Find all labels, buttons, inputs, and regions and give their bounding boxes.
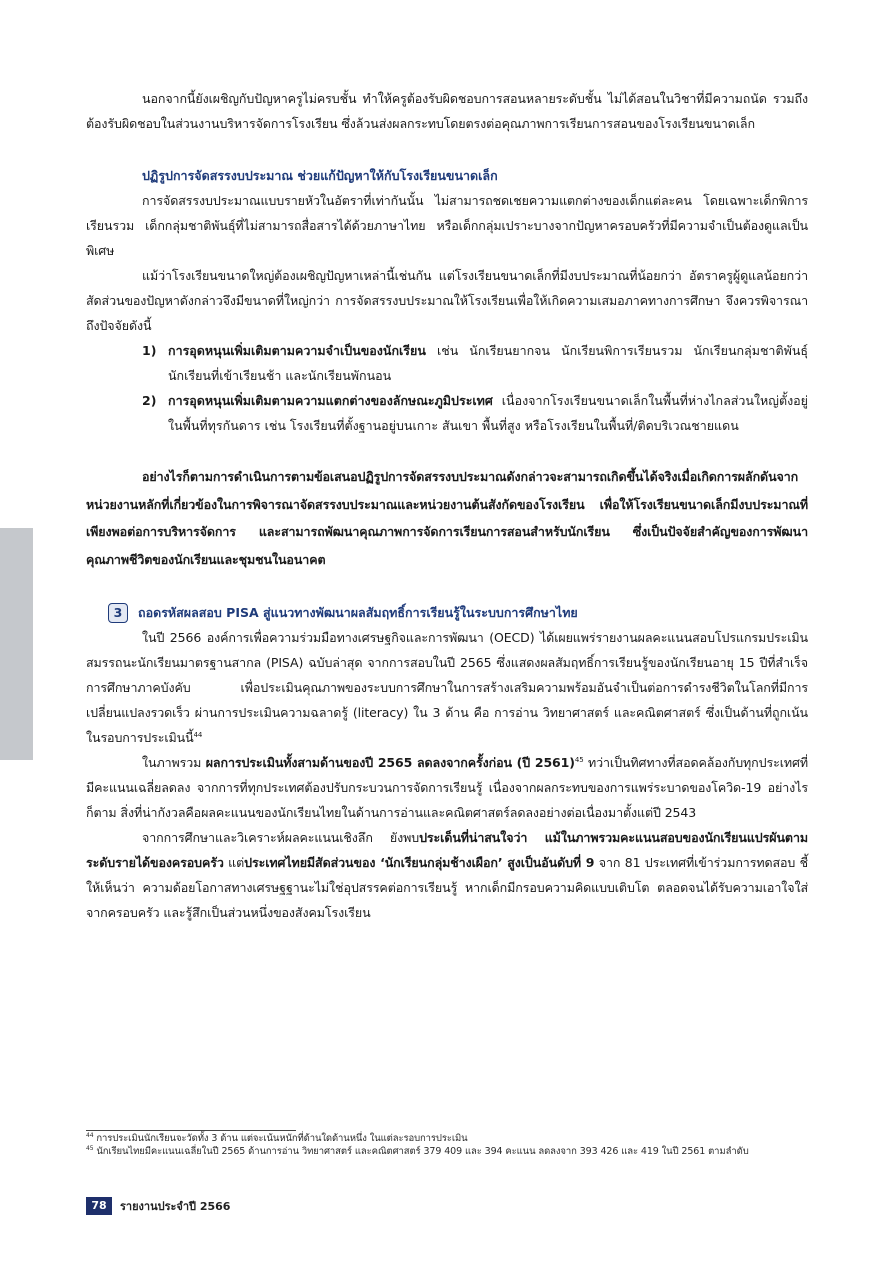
budget-paragraph-2: แม้ว่าโรงเรียนขนาดใหญ่ต้องเผชิญปัญหาเหล่านี้เช่นกัน แต่โรงเรียนขนาดเล็กที่มีงบประมาณที่น้อยกว่า อัตราครูผู้ดูแลน้อยกว่า สัดส่วนของปัญหาดังกล่าวจึงมีขนาดที่ใหญ่กว่า การจัดสรรงบประมาณให้โรงเรียนเพื่อให้เกิดความเสมอภาคทางการศึกษา จึงควรพิจารณาถึงปัจจัยดังนี้ bbox=[86, 268, 808, 333]
budget-reform-heading: ปฏิรูปการจัดสรรงบประมาณ ช่วยแก้ปัญหาให้กับโรงเรียนขนาดเล็ก bbox=[142, 168, 498, 183]
pisa-section-title: ถอดรหัสผลสอบ PISA สู่แนวทางพัฒนาผลสัมฤทธิ์การเรียนรู้ในระบบการศึกษาไทย bbox=[138, 604, 578, 620]
report-title: รายงานประจำปี 2566 bbox=[120, 1200, 231, 1213]
pisa-paragraph-3 bbox=[86, 825, 808, 925]
list-item-bold-lead: การอุดหนุนเพิ่มเติมตามความแตกต่างของลักษณะภูมิประเทศ bbox=[168, 393, 493, 408]
footnote-ref-45: 45 bbox=[574, 755, 584, 764]
list-item-number: 1) bbox=[142, 343, 157, 358]
page-footer bbox=[86, 1197, 230, 1215]
footnote-text: นักเรียนไทยมีคะแนนเฉลี่ยในปี 2565 ด้านการอ่าน วิทยาศาสตร์ และคณิตศาสตร์ 379 409 และ 394 คะแนน ลดลงจาก 393 426 และ 419 ในปี 2561 ตามลำดับ bbox=[96, 1145, 749, 1157]
list-item-text: เช่น นักเรียนยากจน นักเรียนพิการเรียนรวม นักเรียนกลุ่มชาติพันธุ์ นักเรียนที่เข้าเรียนช้า และนักเรียนพักนอน bbox=[168, 343, 808, 383]
list-item-bold-lead: การอุดหนุนเพิ่มเติมตามความจำเป็นของนักเรียน bbox=[168, 343, 426, 358]
pisa-paragraph-3-rest: จาก 81 ประเทศที่เข้าร่วมการทดสอบ ชี้ให้เห็นว่า ความด้อยโอกาสทางเศรษฐฐานะไม่ใช่อุปสรรคต่อการเรียนรู้ หากเด็กมีกรอบความคิดแบบเติบโต ตลอดจนได้รับความเอาใจใส่จากครอบครัว และรู้สึกเป็นส่วนหนึ่งของสังคมโรงเรียน bbox=[86, 855, 808, 920]
footnote-text: การประเมินนักเรียนจะวัดทั้ง 3 ด้าน แต่จะเน้นหนักที่ด้านใดด้านหนึ่ง ในแต่ละรอบการประเมิน bbox=[96, 1133, 468, 1144]
list-item bbox=[86, 338, 808, 388]
side-tab-decoration bbox=[0, 528, 33, 760]
budget-paragraph-1: การจัดสรรงบประมาณแบบรายหัวในอัตราที่เท่ากันนั้น ไม่สามารถชดเชยความแตกต่างของเด็กแต่ละคน โดยเฉพาะเด็กพิการเรียนรวม เด็กกลุ่มชาติพันธุ์ที่ไม่สามารถสื่อสารได้ด้วยภาษาไทย หรือเด็กกลุ่มเปราะบางจากปัญหาครอบครัวที่มีความจำเป็นต้องดูแลเป็นพิเศษ bbox=[86, 193, 808, 258]
page-number: 78 bbox=[86, 1197, 112, 1215]
pisa-paragraph-2-lead: ในภาพรวม bbox=[142, 755, 206, 770]
pisa-paragraph-1-text: ในปี 2566 องค์การเพื่อความร่วมมือทางเศรษฐกิจและการพัฒนา (OECD) ได้เผยแพร่รายงานผลคะแนนสอบโปรแกรมประเมินสมรรถนะนักเรียนมาตรฐานสากล (PISA) ฉบับล่าสุด จากการสอบในปี 2565 ซึ่งแสดงผลสัมฤทธิ์การเรียนรู้ของนักเรียนอายุ 15 ปีที่สำเร็จการศึกษาภาคบังคับ เพื่อประเมินคุณภาพของระบบการศึกษาในการสร้างเสริมความพร้อมอันจำเป็นต่อการดำรงชีวิตในโลกที่มีการเปลี่ยนแปลงรวดเร็ว ผ่านการประเมินความฉลาดรู้ (literacy) ใน 3 ด้าน คือ การอ่าน วิทยาศาสตร์ และคณิตศาสตร์ ซึ่งเป็นด้านที่ถูกเน้นในรอบการประเมินนี้ bbox=[86, 630, 808, 745]
main-content bbox=[86, 86, 808, 925]
budget-closing-paragraph: อย่างไรก็ตามการดำเนินการตามข้อเสนอปฏิรูปการจัดสรรงบประมาณดังกล่าวจะสามารถเกิดขึ้นได้จริงเมื่อเกิดการผลักดันจากหน่วยงานหลักที่เกี่ยวข้องในการพิจารณาจัดสรรงบประมาณและหน่วยงานต้นสังกัดของโรงเรียน เพื่อให้โรงเรียนขนาดเล็กมีงบประมาณที่เพียงพอต่อการบริหารจัดการ และสามารถพัฒนาคุณภาพการจัดการเรียนการสอนสำหรับนักเรียน ซึ่งเป็นปัจจัยสำคัญของการพัฒนาคุณภาพชีวิตของนักเรียนและชุมชนในอนาคต bbox=[86, 469, 808, 567]
pisa-paragraph-2-rest: ทว่าเป็นทิศทางที่สอดคล้องกับทุกประเทศที่มีคะแนนเฉลี่ยลดลง จากการที่ทุกประเทศต้องปรับกระบวนการจัดการเรียนรู้ เนื่องจากผลกระทบของการแพร่ระบาดของโควิด-19 อย่างไรก็ตาม สิ่งที่น่ากังวลคือผลคะแนนของนักเรียนไทยในด้านการอ่านและคณิตศาสตร์ลดลงอย่างต่อเนื่องมาตั้งแต่ปี 2543 bbox=[86, 755, 808, 820]
pisa-paragraph-3-lead: จากการศึกษาและวิเคราะห์ผลคะแนนเชิงลึก ยังพบ bbox=[142, 830, 420, 845]
pisa-paragraph-1 bbox=[86, 625, 808, 750]
list-item bbox=[86, 388, 808, 438]
list-item-text: เนื่องจากโรงเรียนขนาดเล็กในพื้นที่ห่างไกลส่วนใหญ่ตั้งอยู่ในพื้นที่ทุรกันดาร เช่น โรงเรียนที่ตั้งฐานอยู่บนเกาะ สันเขา พื้นที่สูง หรือโรงเรียนในพื้นที่/ติดบริเวณชายแดน bbox=[168, 393, 808, 433]
footnotes bbox=[86, 1133, 808, 1158]
footnote-number: 44 bbox=[86, 1131, 94, 1139]
footnote-ref-44: 44 bbox=[193, 730, 203, 739]
pisa-paragraph-3-bold-2: ประเทศไทยมีสัดส่วนของ ‘นักเรียนกลุ่มช้างเผือก’ สูงเป็นอันดับที่ 9 bbox=[244, 855, 595, 870]
pisa-paragraph-2 bbox=[86, 750, 808, 825]
intro-paragraph: นอกจากนี้ยังเผชิญกับปัญหาครูไม่ครบชั้น ทำให้ครูต้องรับผิดชอบการสอนหลายระดับชั้น ไม่ได้สอนในวิชาที่มีความถนัด รวมถึงต้องรับผิดชอบในส่วนงานบริหารจัดการโรงเรียน ซึ่งล้วนส่งผลกระทบโดยตรงต่อคุณภาพการเรียนการสอนของโรงเรียนขนาดเล็ก bbox=[86, 91, 808, 131]
footnote-divider bbox=[86, 1130, 296, 1131]
pisa-paragraph-3-bold-1: ประเด็นที่น่าสนใจว่า แม้ในภาพรวมคะแนนสอบของนักเรียนแปรผันตามระดับรายได้ของครอบครัว bbox=[86, 830, 809, 870]
section-number-badge: 3 bbox=[108, 603, 128, 623]
footnote-number: 45 bbox=[86, 1144, 94, 1152]
pisa-section-header bbox=[86, 600, 808, 625]
budget-factor-list bbox=[86, 338, 808, 438]
footnote-45 bbox=[86, 1146, 808, 1159]
pisa-paragraph-3-mid: แต่ bbox=[223, 855, 245, 870]
list-item-number: 2) bbox=[142, 393, 157, 408]
pisa-paragraph-2-bold: ผลการประเมินทั้งสามด้านของปี 2565 ลดลงจากครั้งก่อน (ปี 2561) bbox=[205, 755, 575, 770]
footnote-44 bbox=[86, 1133, 808, 1146]
